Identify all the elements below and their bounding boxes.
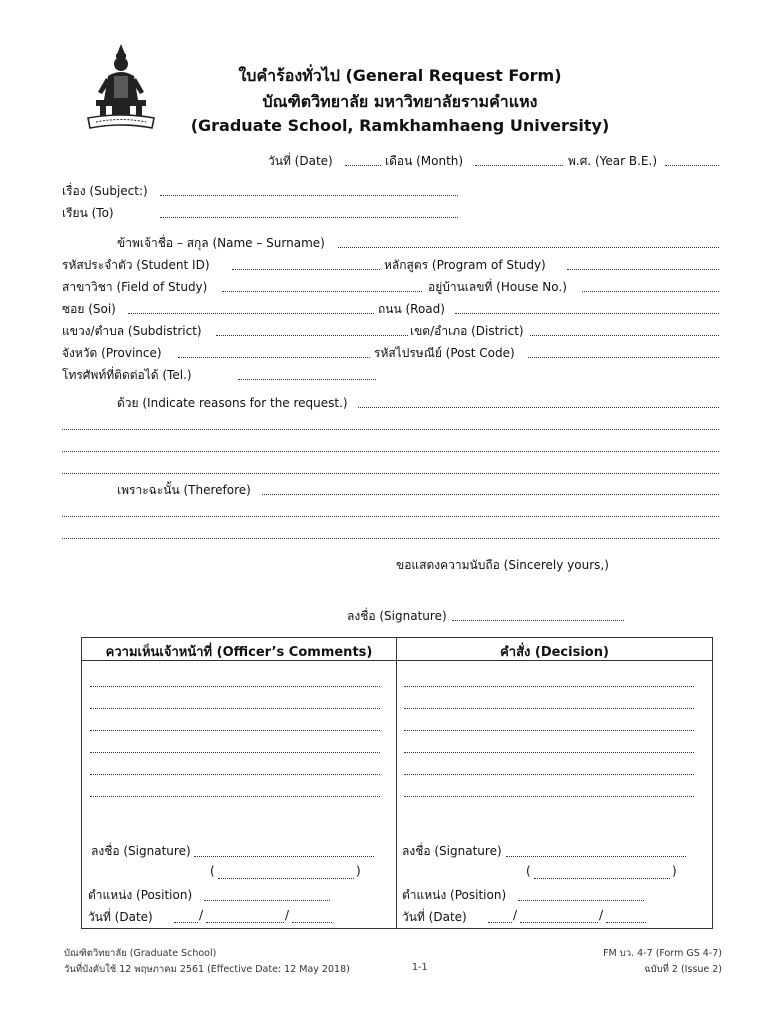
subdistrict-label: แขวง/ตำบล (Subdistrict) [62,324,202,338]
student-id-field[interactable] [232,269,380,270]
officer-name-paren-close: ) [356,864,361,878]
reasons-field-line-1[interactable] [358,407,719,408]
reasons-field-line-3[interactable] [62,451,719,452]
decision-date-year-field[interactable] [606,922,646,923]
decision-position-field[interactable] [518,900,644,901]
decision-line-4[interactable] [404,752,694,753]
field-of-study-field[interactable] [222,291,422,292]
officer-position-field[interactable] [204,900,330,901]
year-label: พ.ศ. (Year B.E.) [568,154,657,168]
road-label: ถนน (Road) [378,302,445,316]
subject-field[interactable] [160,195,458,196]
subject-label: เรื่อง (Subject:) [62,184,148,198]
officer-date-sep-2: / [285,908,290,922]
decision-name-paren-open: ( [526,864,531,878]
officer-comments-header: ความเห็นเจ้าหน้าที่ (Officer’s Comments) [105,645,373,660]
officer-decision-table [81,637,713,929]
decision-line-6[interactable] [404,796,694,797]
program-label: หลักสูตร (Program of Study) [384,258,546,272]
officer-comment-line-2[interactable] [90,708,380,709]
officer-date-month-field[interactable] [206,922,284,923]
decision-line-5[interactable] [404,774,694,775]
therefore-label: เพราะฉะนั้น (Therefore) [117,483,251,497]
footer-issue: ฉบับที่ 2 (Issue 2) [644,964,722,975]
student-id-label: รหัสประจำตัว (Student ID) [62,258,210,272]
month-label: เดือน (Month) [385,154,464,168]
footer-page-number: 1-1 [412,962,428,973]
month-field[interactable] [475,165,563,166]
officer-comment-line-3[interactable] [90,730,380,731]
decision-date-sep-2: / [599,908,604,922]
road-field[interactable] [455,313,719,314]
decision-position-label: ตำแหน่ง (Position) [402,888,507,902]
soi-field[interactable] [128,313,374,314]
province-label: จังหวัด (Province) [62,346,162,360]
province-field[interactable] [178,357,370,358]
sincerely-text: ขอแสดงความนับถือ (Sincerely yours,) [396,558,609,572]
reasons-label: ด้วย (Indicate reasons for the request.) [117,396,348,410]
officer-comment-line-5[interactable] [90,774,380,775]
date-label: วันที่ (Date) [268,154,333,168]
officer-date-year-field[interactable] [292,922,332,923]
officer-date-sep-1: / [199,908,204,922]
university-seal-logo [86,42,156,134]
date-field[interactable] [345,165,381,166]
therefore-field-line-1[interactable] [262,494,719,495]
program-field[interactable] [567,269,719,270]
decision-header: คำสั่ง (Decision) [500,645,609,660]
therefore-field-line-2[interactable] [62,516,719,517]
district-field[interactable] [530,335,719,336]
decision-date-month-field[interactable] [520,922,598,923]
year-field[interactable] [665,165,719,166]
subdistrict-field[interactable] [216,335,408,336]
soi-label: ซอย (Soi) [62,302,116,316]
reasons-field-line-2[interactable] [62,429,719,430]
to-field[interactable] [160,217,458,218]
post-code-label: รหัสไปรษณีย์ (Post Code) [374,346,515,360]
name-field[interactable] [338,247,719,248]
district-label: เขต/อำเภอ (District) [410,324,524,338]
footer-effective-date: วันที่บังคับใช้ 12 พฤษภาคม 2561 (Effective Date: 12 May 2018) [64,964,350,975]
officer-signature-field[interactable] [194,856,374,857]
house-no-label: อยู่บ้านเลขที่ (House No.) [428,280,567,294]
decision-date-day-field[interactable] [488,922,512,923]
post-code-field[interactable] [528,357,719,358]
officer-date-label: วันที่ (Date) [88,910,153,924]
decision-line-1[interactable] [404,686,694,687]
house-no-field[interactable] [582,291,719,292]
applicant-signature-label: ลงชื่อ (Signature) [347,609,447,623]
to-label: เรียน (To) [62,206,114,220]
officer-position-label: ตำแหน่ง (Position) [88,888,193,902]
officer-name-field[interactable] [218,878,354,879]
decision-date-label: วันที่ (Date) [402,910,467,924]
tel-label: โทรศัพท์ที่ติดต่อได้ (Tel.) [62,368,192,382]
field-of-study-label: สาขาวิชา (Field of Study) [62,280,208,294]
officer-name-paren-open: ( [210,864,215,878]
decision-line-3[interactable] [404,730,694,731]
name-label: ข้าพเจ้าชื่อ – สกุล (Name – Surname) [117,236,325,250]
officer-comment-line-1[interactable] [90,686,380,687]
therefore-field-line-3[interactable] [62,538,719,539]
decision-date-sep-1: / [513,908,518,922]
footer-form-code: FM บว. 4-7 (Form GS 4-7) [603,948,722,959]
table-column-divider [396,638,397,928]
form-subtitle-english: (Graduate School, Ramkhamhaeng University) [190,116,610,135]
officer-comment-line-4[interactable] [90,752,380,753]
decision-name-field[interactable] [534,878,670,879]
reasons-field-line-4[interactable] [62,473,719,474]
decision-line-2[interactable] [404,708,694,709]
form-title: ใบคำร้องทั่วไป (General Request Form) [238,66,562,85]
decision-signature-field[interactable] [506,856,686,857]
form-subtitle-thai: บัณฑิตวิทยาลัย มหาวิทยาลัยรามคำแหง [262,92,538,111]
decision-name-paren-close: ) [672,864,677,878]
officer-comment-line-6[interactable] [90,796,380,797]
decision-signature-label: ลงชื่อ (Signature) [402,844,502,858]
officer-signature-label: ลงชื่อ (Signature) [91,844,191,858]
footer-department: บัณฑิตวิทยาลัย (Graduate School) [64,948,217,959]
tel-field[interactable] [238,379,376,380]
applicant-signature-field[interactable] [452,620,624,621]
officer-date-day-field[interactable] [174,922,198,923]
